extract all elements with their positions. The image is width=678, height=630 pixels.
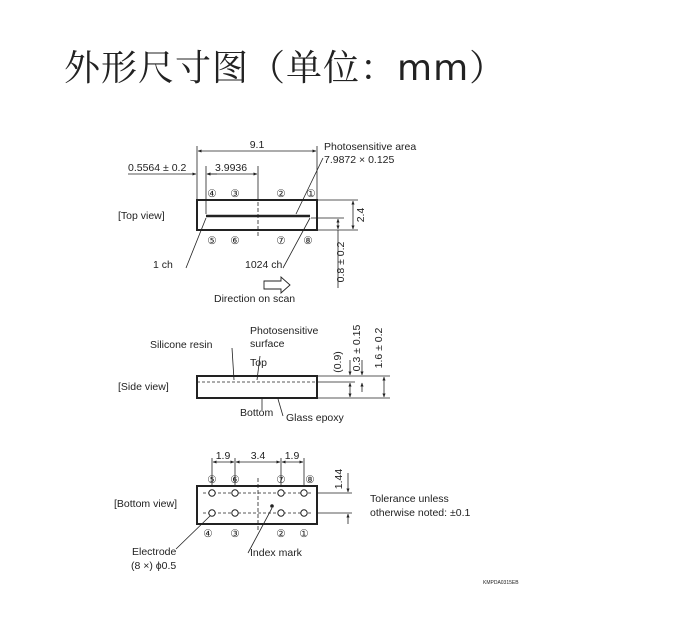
electrode-label: Electrode: [132, 546, 177, 558]
pin-4: ④: [207, 188, 217, 200]
electrode-spec: (8 ×) ϕ0.5: [131, 560, 177, 572]
side-view-label: [Side view]: [118, 381, 169, 393]
photosensitive-area-label: Photosensitive area: [324, 141, 417, 153]
top-view-label: [Top view]: [118, 210, 165, 222]
scan-direction-arrow: [264, 277, 290, 293]
index-mark-label: Index mark: [250, 547, 302, 559]
dim-1-6: 1.6 ± 0.2: [373, 327, 385, 369]
first-channel-label: 1 ch: [153, 259, 173, 271]
pin-7-bottom: ⑦: [276, 474, 286, 486]
dim-0-9: (0.9): [332, 351, 344, 373]
electrode-pad: [301, 490, 307, 496]
silicone-resin-label: Silicone resin: [150, 339, 213, 351]
pin-8-bottom: ⑧: [305, 474, 315, 486]
electrode-pad: [278, 490, 284, 496]
glass-epoxy-label: Glass epoxy: [286, 412, 344, 424]
dim-1-44: 1.44: [333, 468, 345, 490]
last-channel-label: 1024 ch: [245, 259, 283, 271]
scan-direction-label: Direction on scan: [214, 293, 296, 305]
pin-2-bottom: ②: [276, 528, 286, 540]
electrode-pad: [232, 490, 238, 496]
electrode-pad: [278, 510, 284, 516]
page-title: 外形尺寸图（单位：mm）: [64, 48, 507, 89]
dim-height: 2.4: [355, 207, 367, 223]
pin-1-bottom: ①: [299, 528, 309, 540]
photosensitive-area-value: 7.9872 × 0.125: [324, 154, 395, 166]
photosensitive-surface-label-1: Photosensitive: [250, 325, 319, 337]
dim-3-9936: 3.9936: [215, 162, 248, 174]
pin-7: ⑦: [276, 235, 286, 247]
electrode-pad: [209, 510, 215, 516]
pin-5: ⑤: [207, 235, 217, 247]
bottom-label: Bottom: [240, 407, 274, 419]
pin-6-bottom: ⑥: [230, 474, 240, 486]
pin-5-bottom: ⑤: [207, 474, 217, 486]
bottom-view-label: [Bottom view]: [114, 498, 178, 510]
photosensitive-surface-label-2: surface: [250, 338, 285, 350]
pin-1: ①: [306, 188, 316, 200]
pin-3-bottom: ③: [230, 528, 240, 540]
drawing-code: KMPDA0315EB: [483, 580, 519, 586]
pin-4-bottom: ④: [203, 528, 213, 540]
electrode-pad: [232, 510, 238, 516]
tolerance-line-1: Tolerance unless: [370, 493, 449, 505]
dim-1-9-left: 1.9: [215, 450, 231, 462]
dim-1-9-right: 1.9: [284, 450, 300, 462]
electrode-pad: [209, 490, 215, 496]
pin-8: ⑧: [303, 235, 313, 247]
dim-0-3: 0.3 ± 0.15: [351, 324, 363, 372]
pin-3: ③: [230, 188, 240, 200]
dim-left-offset: 0.5564 ± 0.2: [128, 162, 187, 174]
pin-2: ②: [276, 188, 286, 200]
dim-3-4: 3.4: [250, 450, 266, 462]
pin-6: ⑥: [230, 235, 240, 247]
dim-offset: 0.8 ± 0.2: [335, 241, 347, 283]
index-mark-dot: [270, 504, 274, 508]
electrode-pad: [301, 510, 307, 516]
tolerance-line-2: otherwise noted: ±0.1: [370, 507, 471, 519]
top-label: Top: [250, 357, 267, 369]
dim-total-width: 9.1: [249, 139, 265, 151]
